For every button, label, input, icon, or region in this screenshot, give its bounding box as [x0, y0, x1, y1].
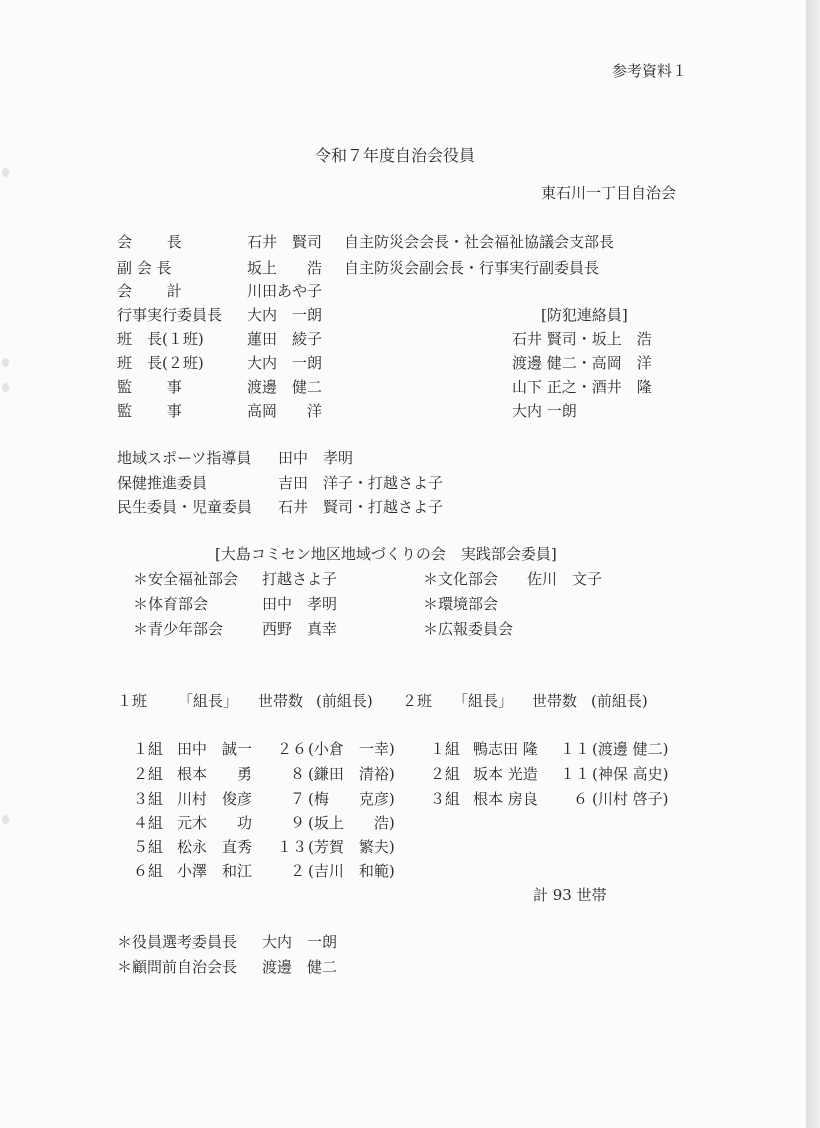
officer-role: 監 事 — [117, 378, 182, 396]
household-count: ７ — [290, 790, 306, 808]
prev-leader: (神保 高史) — [592, 765, 669, 783]
officer-role: 会 計 — [117, 282, 182, 300]
household-count: ２ — [290, 862, 306, 880]
prev-leader: (鎌田 清裕) — [308, 765, 395, 783]
reference-label: 参考資料１ — [612, 62, 688, 80]
officer-note: 自主防災会会長・社会福祉協議会支部長 — [344, 233, 615, 251]
kumicho-header: 「組長」 — [178, 692, 239, 710]
footer-label: ＊顧問前自治会長 — [117, 958, 238, 976]
kumi-label: ６組 — [133, 862, 164, 880]
group-leader: 坂本 光造 — [473, 765, 538, 783]
prev-leader: (吉川 和範) — [308, 862, 395, 880]
kumi-label: ２組 — [430, 765, 461, 783]
household-count: ８ — [290, 765, 306, 783]
prev-leader: (川村 啓子) — [592, 790, 669, 808]
han2-label: ２班 — [402, 692, 433, 710]
footer-label: ＊役員選考委員長 — [117, 933, 238, 951]
group-leader: 松永 直秀 — [177, 838, 253, 856]
officer-role: 班 長(１班) — [117, 330, 204, 348]
prev-leader-header: (前組長) — [316, 692, 373, 710]
households-header: 世帯数 — [258, 692, 304, 710]
punch-hole — [2, 358, 9, 367]
community-role: 保健推進委員 — [117, 474, 208, 492]
households-header: 世帯数 — [532, 692, 578, 710]
kumi-label: １組 — [430, 740, 461, 758]
committee-name: 打越さよ子 — [262, 570, 338, 588]
officer-name: 坂上 浩 — [247, 259, 323, 277]
committee-name: 田中 孝明 — [262, 595, 338, 613]
prev-leader-header: (前組長) — [591, 692, 648, 710]
footer-name: 渡邊 健二 — [262, 958, 338, 976]
kumi-label: ５組 — [133, 838, 164, 856]
officer-note: 自主防災会副会長・行事実行副委員長 — [344, 259, 600, 277]
kumi-label: ２組 — [133, 765, 164, 783]
household-count: ２６ — [277, 740, 308, 758]
group-leader: 元木 功 — [177, 814, 253, 832]
household-count: １１ — [560, 765, 591, 783]
committee-dept: ＊青少年部会 — [133, 620, 224, 638]
kumicho-header: 「組長」 — [453, 692, 514, 710]
prev-leader: (梅 克彦) — [308, 790, 395, 808]
committee-name: 西野 真幸 — [262, 620, 338, 638]
officer-name: 高岡 洋 — [247, 402, 323, 420]
crime-prevention-member: 渡邊 健二・高岡 洋 — [512, 354, 652, 372]
crime-prevention-member: 石井 賢司・坂上 浩 — [512, 330, 652, 348]
household-count: ６ — [573, 790, 589, 808]
page-title: 令和７年度自治会役員 — [315, 146, 476, 165]
community-name: 田中 孝明 — [278, 449, 354, 467]
committee-dept: ＊環境部会 — [423, 595, 499, 613]
punch-hole — [2, 168, 9, 177]
committee-name: 佐川 文子 — [527, 570, 603, 588]
prev-leader: (芳賀 繁夫) — [308, 838, 395, 856]
punch-hole — [2, 815, 9, 824]
prev-leader: (小倉 一幸) — [308, 740, 395, 758]
officer-role: 副 会 長 — [117, 259, 172, 277]
committee-dept: ＊安全福祉部会 — [133, 570, 239, 588]
officer-role: 会 長 — [117, 233, 182, 251]
kumi-label: １組 — [133, 740, 164, 758]
community-role: 地域スポーツ指導員 — [117, 449, 252, 467]
prev-leader: (坂上 浩) — [308, 814, 395, 832]
committee-dept: ＊広報委員会 — [423, 620, 514, 638]
crime-prevention-member: 山下 正之・酒井 隆 — [512, 378, 652, 396]
household-total: 計 93 世帯 — [533, 886, 607, 904]
kumi-label: ４組 — [133, 814, 164, 832]
group-leader: 田中 誠一 — [177, 740, 253, 758]
han1-label: １班 — [117, 692, 148, 710]
committee-heading: [大島コミセン地区地域づくりの会 実践部会委員] — [215, 545, 557, 563]
committee-dept: ＊体育部会 — [133, 595, 209, 613]
household-count: １１ — [560, 740, 591, 758]
committee-dept: ＊文化部会 — [423, 570, 499, 588]
officer-name: 石井 賢司 — [247, 233, 323, 251]
officer-role: 班 長(２班) — [117, 354, 204, 372]
officer-name: 川田あや子 — [247, 282, 323, 300]
crime-prevention-member: 大内 一朗 — [512, 402, 577, 420]
crime-prevention-heading: [防犯連絡員] — [541, 306, 628, 324]
group-leader: 鴨志田 隆 — [473, 740, 538, 758]
officer-name: 大内 一朗 — [247, 306, 323, 324]
community-role: 民生委員・児童委員 — [117, 498, 253, 516]
officer-role: 監 事 — [117, 402, 182, 420]
punch-hole — [2, 383, 9, 392]
household-count: １３ — [277, 838, 308, 856]
group-leader: 根本 房良 — [473, 790, 538, 808]
community-name: 吉田 洋子・打越さよ子 — [278, 474, 444, 492]
officer-name: 大内 一朗 — [247, 354, 323, 372]
household-count: ９ — [290, 814, 306, 832]
officer-name: 蓮田 綾子 — [247, 330, 323, 348]
page-edge — [806, 0, 820, 1128]
community-name: 石井 賢司・打越さよ子 — [278, 498, 444, 516]
officer-name: 渡邊 健二 — [247, 378, 323, 396]
footer-name: 大内 一朗 — [262, 933, 338, 951]
kumi-label: ３組 — [430, 790, 461, 808]
officer-role: 行事実行委員長 — [117, 306, 223, 324]
group-leader: 小澤 和江 — [177, 862, 253, 880]
group-leader: 川村 俊彦 — [177, 790, 253, 808]
association-name: 東石川一丁目自治会 — [541, 184, 677, 202]
kumi-label: ３組 — [133, 790, 164, 808]
prev-leader: (渡邊 健二) — [592, 740, 669, 758]
group-leader: 根本 勇 — [177, 765, 253, 783]
